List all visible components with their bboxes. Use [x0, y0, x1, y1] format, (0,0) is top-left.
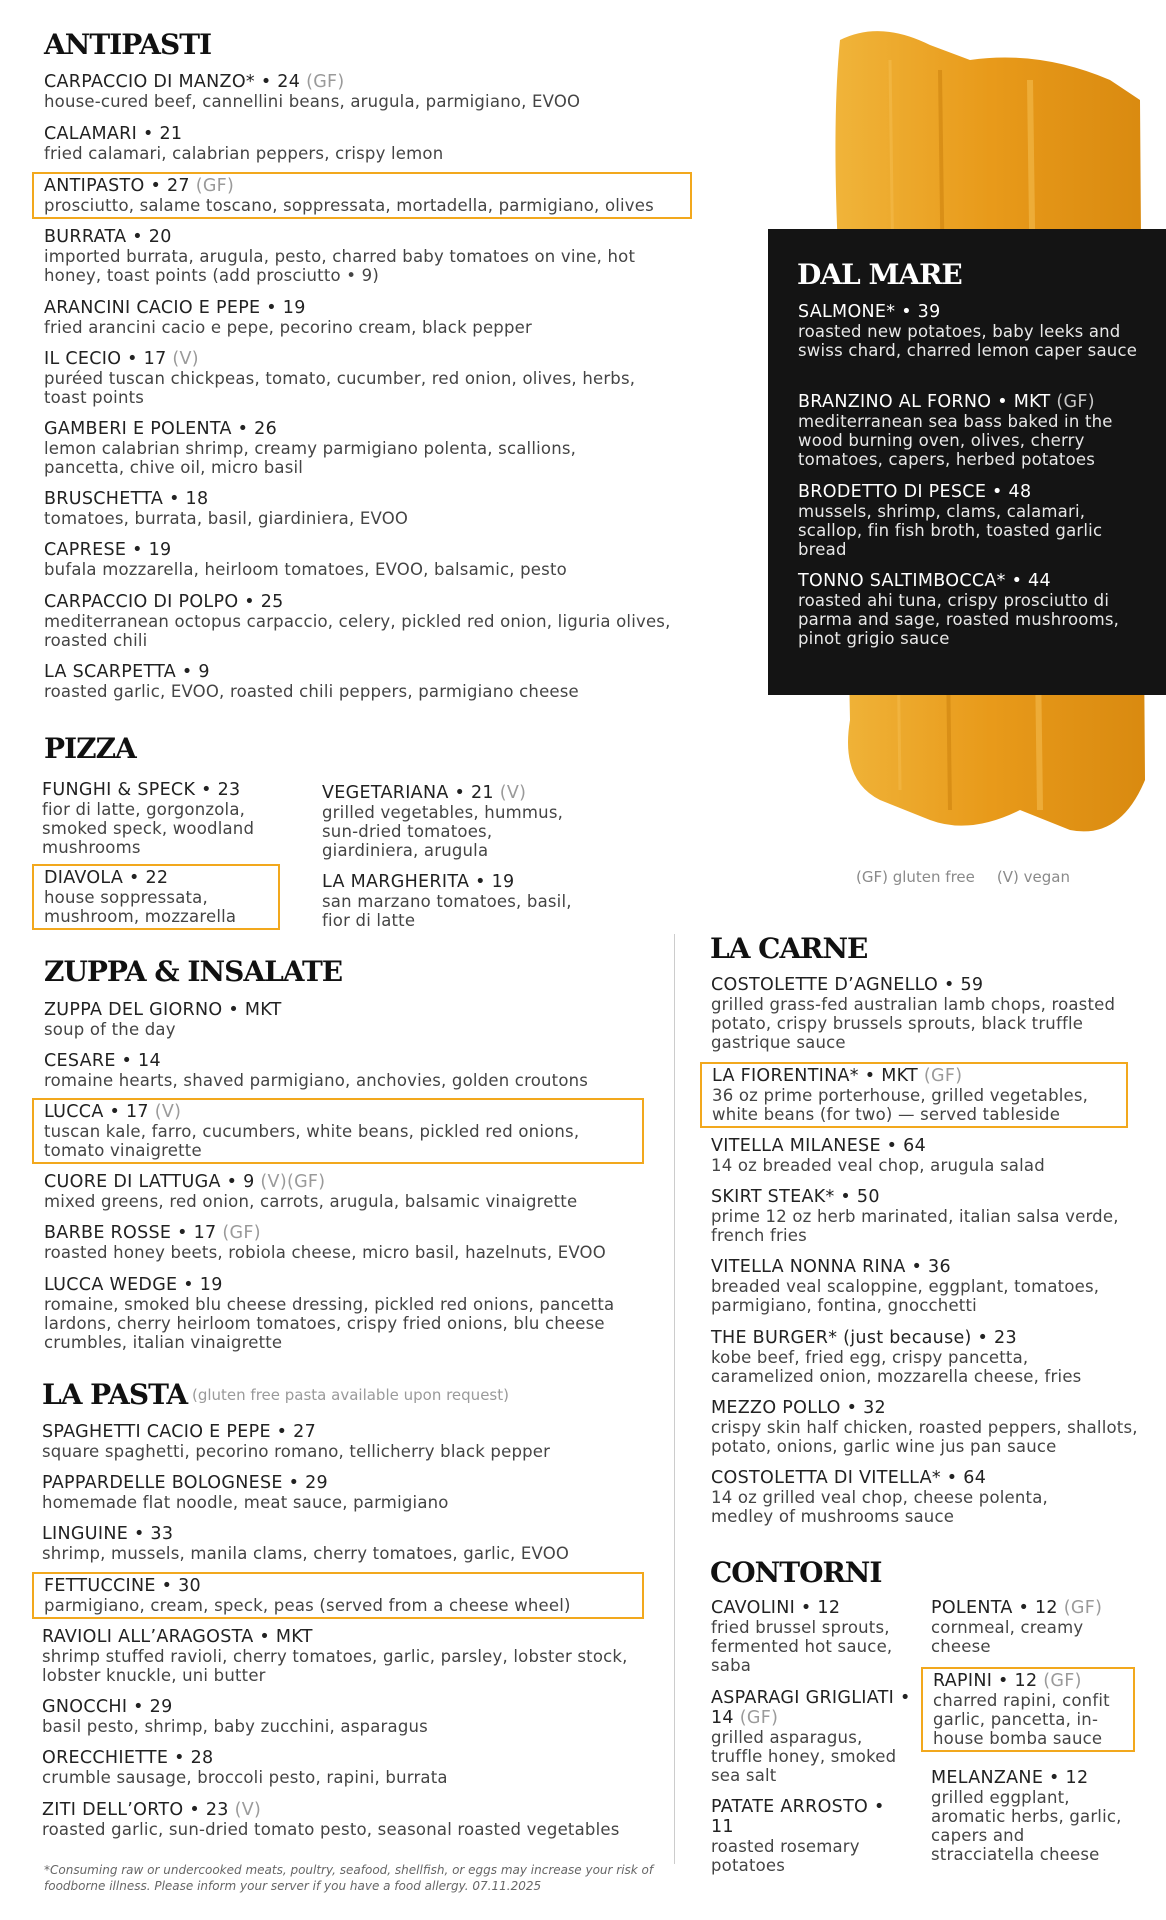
menu-item: VITELLA NONNA RINA • 36 breaded veal scaloppine, eggplant, tomatoes, parmigiano, fontina, gnocchetti: [711, 1257, 1100, 1315]
menu-item: THE BURGER* (just because) • 23 kobe beef, fried egg, crispy pancetta, caramelized onion, mozzarella cheese, fries: [711, 1328, 1082, 1386]
menu-item: BRODETTO DI PESCE • 48 mussels, shrimp, clams, calamari, scallop, fin fish broth, toasted garlic bread: [798, 482, 1103, 559]
menu-item: CUORE DI LATTUGA • 9 (V)(GF) mixed greens, red onion, carrots, arugula, balsamic vinaigrette: [44, 1172, 578, 1211]
menu-item: GAMBERI E POLENTA • 26 lemon calabrian shrimp, creamy parmigiano polenta, scallions, pancetta, chive oil, micro basil: [44, 419, 577, 477]
menu-item: ARANCINI CACIO E PEPE • 19 fried arancini cacio e pepe, pecorino cream, black pepper: [44, 298, 532, 337]
section-heading-dal-mare: DAL MARE: [797, 258, 962, 291]
menu-item: VEGETARIANA • 21 (V) grilled vegetables, hummus, sun-dried tomatoes, giardiniera, arugula: [322, 783, 564, 860]
menu-item: PATATE ARROSTO • 11 roasted rosemary potatoes: [711, 1797, 885, 1875]
menu-item-highlighted: RAPINI • 12 (GF) charred rapini, confit garlic, pancetta, in-house bomba sauce: [921, 1667, 1135, 1752]
menu-item: ZITI DELL’ORTO • 23 (V) roasted garlic, sun-dried tomato pesto, seasonal roasted vegetables: [42, 1800, 620, 1839]
menu-item-highlighted: LUCCA • 17 (V) tuscan kale, farro, cucumbers, white beans, pickled red onions, tomato vinaigrette: [32, 1098, 644, 1164]
menu-item-highlighted: ANTIPASTO • 27 (GF) prosciutto, salame toscano, soppressata, mortadella, parmigiano, olives: [32, 172, 692, 219]
section-heading-pizza: PIZZA: [44, 732, 136, 765]
menu-item: COSTOLETTA DI VITELLA* • 64 14 oz grilled veal chop, cheese polenta, medley of mushrooms sauce: [711, 1468, 1048, 1526]
section-heading-antipasti: ANTIPASTI: [44, 28, 212, 61]
menu-item: SPAGHETTI CACIO E PEPE • 27 square spaghetti, pecorino romano, tellicherry black pepper: [42, 1422, 551, 1461]
section-heading-zuppa-insalate: ZUPPA & INSALATE: [44, 955, 343, 988]
menu-item: PAPPARDELLE BOLOGNESE • 29 homemade flat noodle, meat sauce, parmigiano: [42, 1473, 449, 1512]
menu-item: SALMONE* • 39 roasted new potatoes, baby leeks and swiss chard, charred lemon caper sauce: [798, 302, 1138, 360]
section-heading-la-carne: LA CARNE: [710, 932, 868, 965]
menu-item: VITELLA MILANESE • 64 14 oz breaded veal chop, arugula salad: [711, 1136, 1045, 1175]
menu-item: MELANZANE • 12 grilled eggplant, aromatic herbs, garlic, capers and stracciatella cheese: [931, 1768, 1122, 1864]
menu-item: COSTOLETTE D’AGNELLO • 59 grilled grass-fed australian lamb chops, roasted potato, crispy brussels sprouts, black truffle gastrique sauce: [711, 975, 1116, 1052]
menu-item: BURRATA • 20 imported burrata, arugula, pesto, charred baby tomatoes on vine, hot honey, toast points (add prosciutto • 9): [44, 227, 636, 285]
menu-item: RAVIOLI ALL’ARAGOSTA • MKT shrimp stuffed ravioli, cherry tomatoes, garlic, parsley, lobster stock, lobster knuckle, uni butter: [42, 1627, 628, 1685]
menu-item: IL CECIO • 17 (V) puréed tuscan chickpeas, tomato, cucumber, red onion, olives, herbs, toast points: [44, 349, 636, 407]
menu-item: CAVOLINI • 12 fried brussel sprouts, fermented hot sauce, saba: [711, 1598, 893, 1675]
menu-item: BRANZINO AL FORNO • MKT (GF) mediterranean sea bass baked in the wood burning oven, olives, cherry tomatoes, capers, herbed potatoes: [798, 392, 1113, 469]
menu-item: ORECCHIETTE • 28 crumble sausage, broccoli pesto, rapini, burrata: [42, 1748, 448, 1787]
column-divider: [674, 934, 675, 1864]
menu-item: CALAMARI • 21 fried calamari, calabrian peppers, crispy lemon: [44, 124, 444, 163]
allergy-disclaimer: *Consuming raw or undercooked meats, poultry, seafood, shellfish, or eggs may increase your risk of foodborne illness. Please inform your server if you have a food allergy. 07.11.2025: [44, 1863, 654, 1893]
menu-item: CARPACCIO DI POLPO • 25 mediterranean octopus carpaccio, celery, pickled red onion, liguria olives, roasted chili: [44, 592, 671, 650]
pasta-note: (gluten free pasta available upon request): [192, 1386, 509, 1404]
menu-item: SKIRT STEAK* • 50 prime 12 oz herb marinated, italian salsa verde, french fries: [711, 1187, 1119, 1245]
menu-item: FUNGHI & SPECK • 23 fior di latte, gorgonzola, smoked speck, woodland mushrooms: [42, 780, 255, 857]
menu-item: MEZZO POLLO • 32 crispy skin half chicken, roasted peppers, shallots, potato, onions, garlic wine jus pan sauce: [711, 1398, 1138, 1456]
section-heading-contorni: CONTORNI: [710, 1556, 882, 1589]
menu-item: BARBE ROSSE • 17 (GF) roasted honey beets, robiola cheese, micro basil, hazelnuts, EVOO: [44, 1223, 606, 1262]
menu-item: GNOCCHI • 29 basil pesto, shrimp, baby zucchini, asparagus: [42, 1697, 428, 1736]
menu-item: LA MARGHERITA • 19 san marzano tomatoes, basil, fior di latte: [322, 872, 572, 930]
menu-item: LA SCARPETTA • 9 roasted garlic, EVOO, roasted chili peppers, parmigiano cheese: [44, 662, 579, 701]
menu-item: BRUSCHETTA • 18 tomatoes, burrata, basil, giardiniera, EVOO: [44, 489, 409, 528]
menu-item: TONNO SALTIMBOCCA* • 44 roasted ahi tuna, crispy prosciutto di parma and sage, roasted mushrooms, pinot grigio sauce: [798, 571, 1120, 648]
menu-item-highlighted: LA FIORENTINA* • MKT (GF) 36 oz prime porterhouse, grilled vegetables, white beans (for two) — served tableside: [700, 1062, 1128, 1128]
menu-item: LUCCA WEDGE • 19 romaine, smoked blu cheese dressing, pickled red onions, pancetta lardons, cherry heirloom tomatoes, crispy fried onions, blu cheese crumbles, italian vinaigrette: [44, 1275, 615, 1352]
section-heading-la-pasta: LA PASTA: [42, 1378, 188, 1411]
menu-item: ZUPPA DEL GIORNO • MKT soup of the day: [44, 1000, 282, 1039]
menu-item: CESARE • 14 romaine hearts, shaved parmigiano, anchovies, golden croutons: [44, 1051, 589, 1090]
menu-item: CARPACCIO DI MANZO* • 24 (GF) house-cured beef, cannellini beans, arugula, parmigiano, EVOO: [44, 72, 581, 111]
menu-item: CAPRESE • 19 bufala mozzarella, heirloom tomatoes, EVOO, balsamic, pesto: [44, 540, 567, 579]
menu-item: ASPARAGI GRIGLIATI • 14 (GF) grilled asparagus, truffle honey, smoked sea salt: [711, 1688, 911, 1785]
menu-item: POLENTA • 12 (GF) cornmeal, creamy cheese: [931, 1598, 1103, 1656]
diet-legend: (GF) gluten free (V) vegan: [856, 868, 1070, 886]
menu-item-highlighted: DIAVOLA • 22 house soppressata, mushroom, mozzarella: [32, 864, 280, 930]
menu-item: LINGUINE • 33 shrimp, mussels, manila clams, cherry tomatoes, garlic, EVOO: [42, 1524, 570, 1563]
menu-item-highlighted: FETTUCCINE • 30 parmigiano, cream, speck, peas (served from a cheese wheel): [32, 1572, 644, 1619]
